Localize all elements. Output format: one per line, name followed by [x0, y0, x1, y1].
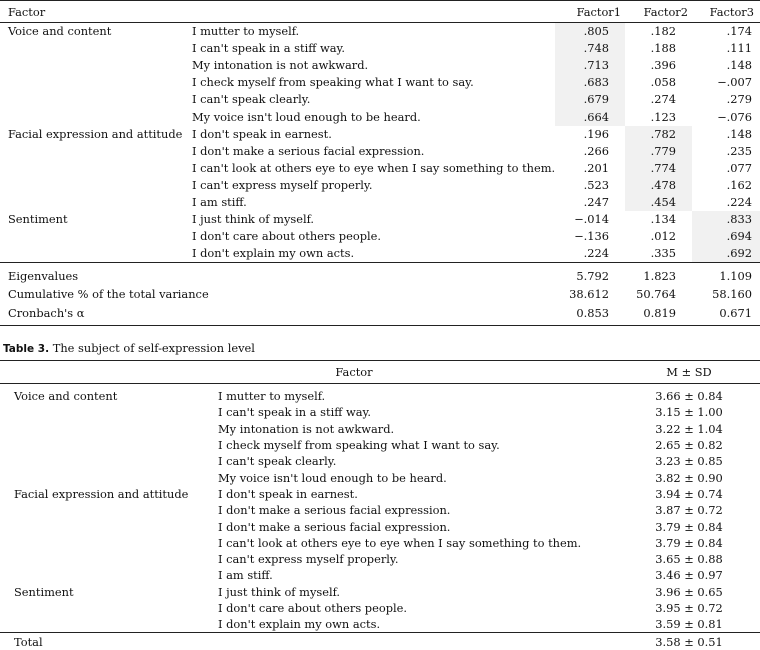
group-label	[0, 404, 216, 420]
loading-f1: −.014	[574, 212, 609, 227]
mean-sd-value: 3.79 ± 0.84	[655, 535, 723, 550]
mean-sd-value: 3.66 ± 0.84	[655, 389, 723, 404]
loading-f2: .782	[625, 126, 692, 143]
group-label	[0, 551, 216, 567]
header-factor: Factor	[0, 1, 190, 23]
loading-f3: .077	[726, 160, 752, 175]
loading-f2: .774	[625, 160, 692, 177]
loading-f2: .058	[650, 75, 676, 90]
caption-text: The subject of self-expression level	[52, 341, 255, 355]
group-label	[0, 616, 216, 633]
table-row	[0, 567, 760, 583]
loading-f1: .679	[555, 91, 625, 108]
loading-f3: −.007	[717, 75, 752, 90]
footer-label: Cronbach's α	[0, 303, 555, 325]
group-label	[0, 502, 216, 518]
table-row	[0, 211, 760, 228]
mean-sd-value: 3.23 ± 0.85	[655, 454, 723, 469]
loading-f3: .694	[692, 228, 760, 245]
mean-sd-value: 2.65 ± 0.82	[655, 438, 723, 453]
loading-f2: .274	[650, 92, 676, 107]
footer-f2: 1.823	[625, 263, 692, 285]
loading-f1: .224	[583, 246, 609, 261]
table-row	[0, 57, 760, 74]
loading-f1: .748	[555, 40, 625, 57]
item-text: I don't make a serious facial expression.	[218, 503, 451, 518]
caption-tag: Table 3.	[3, 343, 50, 355]
group-label	[0, 600, 216, 616]
group-label: Sentiment	[14, 584, 74, 599]
loading-f1: .664	[555, 108, 625, 125]
table-row	[0, 23, 760, 41]
item-text: My voice isn't loud enough to be heard.	[192, 109, 421, 124]
item-text: I am stiff.	[218, 568, 273, 583]
item-text: I can't express myself properly.	[218, 552, 399, 567]
group-label	[0, 518, 216, 534]
footer-label: Cumulative % of the total variance	[8, 287, 209, 302]
footer-f3: 1.109	[692, 263, 760, 285]
loading-f3: −.076	[717, 109, 752, 124]
table-row	[0, 126, 760, 143]
table-row	[0, 502, 760, 518]
loadings-body	[0, 23, 760, 263]
loading-f2: .182	[650, 24, 676, 39]
table-row	[0, 74, 760, 91]
table-row	[0, 469, 760, 485]
table-row	[0, 40, 760, 57]
mean-sd-value: 3.82 ± 0.90	[655, 470, 723, 485]
loading-f3: .279	[726, 92, 752, 107]
loading-f3: .224	[726, 194, 752, 209]
loading-f3: .148	[726, 126, 752, 141]
footer-f3: 0.671	[692, 303, 760, 325]
loading-f2: .478	[625, 177, 692, 194]
item-text: I mutter to myself.	[218, 389, 326, 404]
loading-f2: .123	[650, 109, 676, 124]
loading-f2: .012	[650, 229, 676, 244]
loading-f1: .196	[583, 126, 609, 141]
item-text: My voice isn't loud enough to be heard.	[218, 470, 447, 485]
table-row	[0, 108, 760, 125]
footer-f1: 5.792	[555, 263, 625, 285]
loading-f1: .247	[583, 194, 609, 209]
item-text: I don't explain my own acts.	[218, 617, 381, 632]
table-row	[0, 600, 760, 616]
loading-f3: .235	[726, 143, 752, 158]
mean-sd-value: 3.87 ± 0.72	[655, 503, 723, 518]
loading-f2: .779	[625, 143, 692, 160]
header-factor: Factor	[0, 361, 598, 384]
eigenvalues-row	[0, 263, 760, 285]
loading-f3: .692	[692, 245, 760, 263]
mean-sd-value: 3.22 ± 1.04	[655, 421, 723, 436]
table-header-row	[0, 361, 760, 384]
loading-f2: .396	[650, 58, 676, 73]
item-text: I just think of myself.	[218, 584, 341, 599]
item-text: I can't look at others eye to eye when I say something to them.	[218, 535, 582, 550]
group-label: Facial expression and attitude	[8, 126, 183, 141]
loading-f3: .174	[726, 24, 752, 39]
item-text: I don't speak in earnest.	[192, 126, 332, 141]
item-text: My intonation is not awkward.	[192, 58, 369, 73]
group-label	[0, 453, 216, 469]
loading-f1: .713	[555, 57, 625, 74]
table-row	[0, 584, 760, 600]
item-text: I don't make a serious facial expression.	[218, 519, 451, 534]
group-label: Sentiment	[8, 212, 68, 227]
loading-f3: .111	[726, 41, 752, 56]
item-text: I check myself from speaking what I want to say.	[192, 75, 474, 90]
table-row	[0, 437, 760, 453]
item-text: I can't look at others eye to eye when I say something to them.	[192, 160, 555, 175]
loading-f1: −.136	[574, 229, 609, 244]
mean-sd-value: 3.46 ± 0.97	[655, 568, 723, 583]
mean-sd-value: 3.65 ± 0.88	[655, 552, 723, 567]
table-row	[0, 384, 760, 405]
loading-f1: .266	[583, 143, 609, 158]
table-row	[0, 535, 760, 551]
item-text: I mutter to myself.	[192, 24, 300, 39]
loading-f3: .833	[692, 211, 760, 228]
loading-f1: .805	[555, 23, 625, 41]
mean-sd-value: 3.94 ± 0.74	[655, 486, 723, 501]
header-factor2: Factor2	[625, 1, 692, 23]
loading-f1: .201	[583, 160, 609, 175]
footer-f2: 50.764	[636, 287, 676, 302]
header-factor3: Factor3	[692, 1, 760, 23]
table-row	[0, 486, 760, 502]
group-label: Voice and content	[14, 389, 118, 404]
item-text: I don't make a serious facial expression.	[192, 143, 425, 158]
item-text: I don't care about others people.	[192, 229, 381, 244]
header-msd: M ± SD	[598, 361, 760, 384]
item-text: I can't speak clearly.	[218, 454, 337, 469]
group-label	[0, 421, 216, 437]
table-row	[0, 177, 760, 194]
table-row	[0, 91, 760, 108]
table-row	[0, 421, 760, 437]
table-row	[0, 194, 760, 211]
table-row	[0, 160, 760, 177]
table3-caption	[3, 341, 255, 355]
mean-sd-value: 3.15 ± 1.00	[655, 405, 723, 420]
table-row	[0, 616, 760, 633]
table-row	[0, 518, 760, 534]
total-row	[0, 633, 760, 650]
self-expression-body	[0, 384, 760, 650]
footer-f1: 0.853	[555, 303, 625, 325]
group-label	[0, 469, 216, 485]
table-row	[0, 404, 760, 420]
loading-f2: .454	[625, 194, 692, 211]
loading-f3: .162	[726, 177, 752, 192]
loading-f2: .335	[650, 246, 676, 261]
group-label: Voice and content	[8, 24, 112, 39]
item-text: I don't care about others people.	[218, 601, 407, 615]
item-text: I can't speak in a stiff way.	[218, 405, 372, 420]
self-expression-table	[0, 360, 760, 650]
item-text: I can't speak in a stiff way.	[192, 41, 346, 56]
footer-f2: 0.819	[625, 303, 692, 325]
item-text: I check myself from speaking what I want to say.	[218, 438, 500, 453]
item-text: I don't explain my own acts.	[192, 246, 355, 261]
mean-sd-value: 3.59 ± 0.81	[655, 617, 723, 632]
loading-f1: .683	[555, 74, 625, 91]
table-row	[0, 228, 760, 245]
item-text: I can't express myself properly.	[192, 177, 373, 192]
total-value: 3.58 ± 0.51	[598, 633, 760, 650]
footer-f3: 58.160	[712, 287, 752, 302]
total-label: Total	[0, 633, 598, 650]
loading-f2: .134	[650, 212, 676, 227]
group-label	[0, 567, 216, 583]
item-text: My intonation is not awkward.	[218, 421, 395, 436]
table-row	[0, 551, 760, 567]
item-text: I don't speak in earnest.	[218, 486, 358, 501]
cumulative-variance-row	[0, 285, 760, 304]
table-row	[0, 245, 760, 263]
table-row	[0, 143, 760, 160]
footer-label: Eigenvalues	[0, 263, 555, 285]
group-label	[0, 437, 216, 453]
mean-sd-value: 3.79 ± 0.84	[655, 519, 723, 534]
mean-sd-value: 3.96 ± 0.65	[655, 584, 723, 599]
item-text: I can't speak clearly.	[192, 92, 311, 107]
item-text: I just think of myself.	[192, 212, 315, 227]
header-factor1: Factor1	[555, 1, 625, 23]
item-text: I am stiff.	[192, 194, 247, 209]
group-label: Facial expression and attitude	[14, 486, 189, 501]
footer-f1: 38.612	[569, 287, 609, 302]
mean-sd-value: 3.95 ± 0.72	[655, 601, 723, 615]
cronbach-alpha-row	[0, 303, 760, 325]
loading-f1: .523	[583, 177, 609, 192]
group-label	[0, 535, 216, 551]
loading-f3: .148	[726, 58, 752, 73]
table-header-row	[0, 1, 760, 23]
loading-f2: .188	[650, 41, 676, 56]
table-row	[0, 453, 760, 469]
